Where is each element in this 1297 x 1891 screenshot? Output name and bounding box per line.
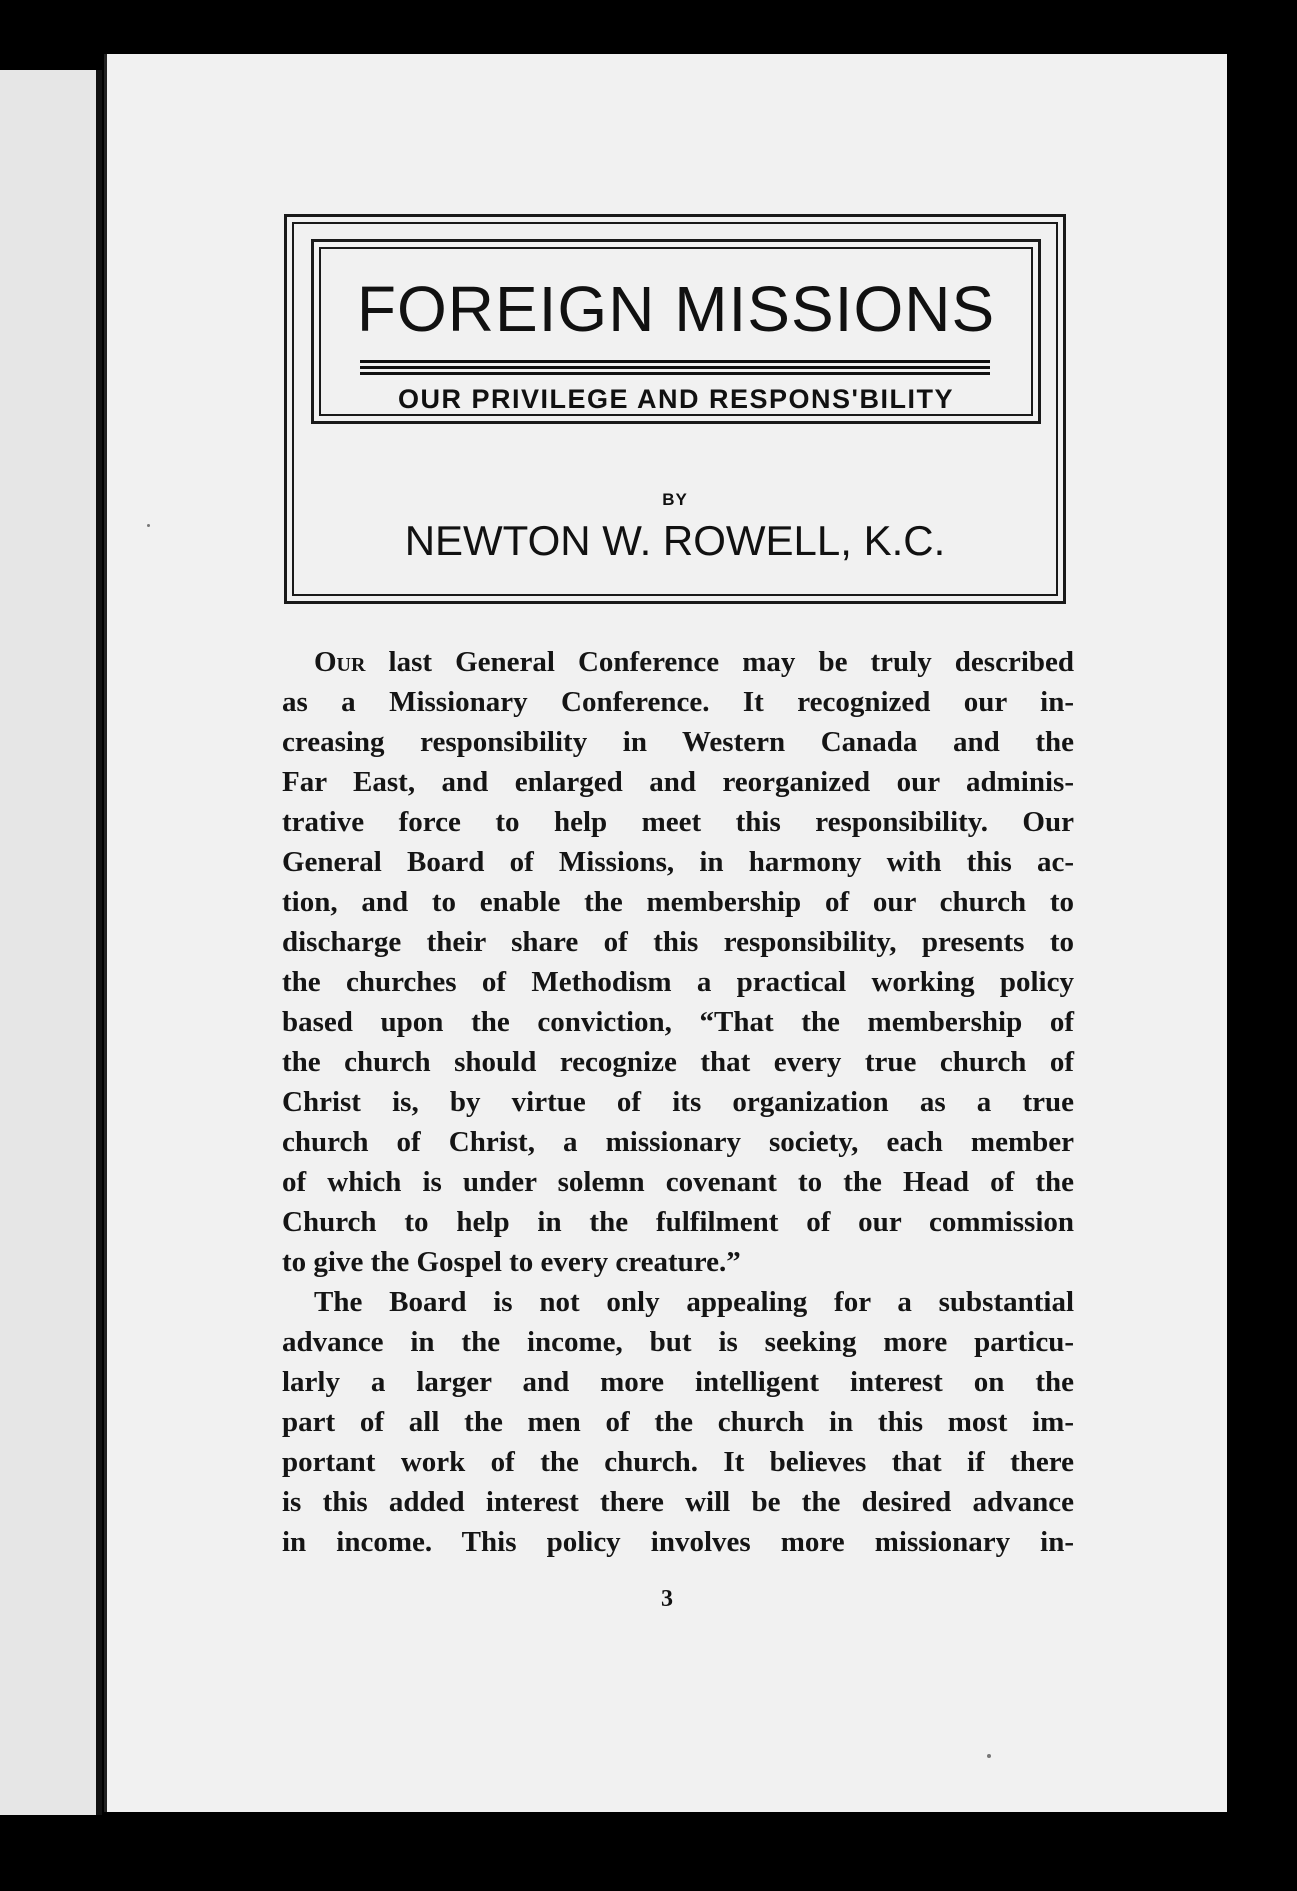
subtitle: OUR PRIVILEGE AND RESPONS'BILITY	[398, 384, 954, 414]
text-line: Our last General Conference may be truly described	[314, 646, 1074, 678]
body-text	[282, 642, 1074, 1562]
page-gutter	[96, 70, 102, 1815]
drop-word: Our	[314, 646, 366, 678]
text-line: creasing responsibility in Western Canada and the	[282, 726, 1074, 758]
text-line: part of all the men of the church in this most im-	[282, 1406, 1074, 1438]
text-line: the churches of Methodism a practical working policy	[282, 966, 1074, 998]
text-line: church of Christ, a missionary society, each member	[282, 1126, 1074, 1158]
text-line: advance in the income, but is seeking more particu-	[282, 1326, 1074, 1358]
text-line: The Board is not only appealing for a substantial	[314, 1286, 1074, 1318]
scan-speck	[987, 1754, 991, 1758]
text-line: General Board of Missions, in harmony with this ac-	[282, 846, 1074, 878]
text-line: the church should recognize that every true church of	[282, 1046, 1074, 1078]
main-title: FOREIGN MISSIONS	[356, 273, 996, 345]
text-line: Christ is, by virtue of its organization as a true	[282, 1086, 1074, 1118]
text-line: trative force to help meet this responsibility. Our	[282, 806, 1074, 838]
text-line: discharge their share of this responsibility, presents to	[282, 926, 1074, 958]
page-number: 3	[661, 1586, 673, 1612]
byline-label: BY	[662, 490, 688, 509]
text-line: to give the Gospel to every creature.”	[282, 1246, 741, 1278]
scan-speck	[147, 524, 150, 527]
text-line: tion, and to enable the membership of our church to	[282, 886, 1074, 918]
text-line: as a Missionary Conference. It recognized our in-	[282, 686, 1074, 718]
text-line: larly a larger and more intelligent interest on the	[282, 1366, 1074, 1398]
text-line: in income. This policy involves more missionary in-	[282, 1526, 1074, 1558]
title-frame	[284, 214, 1066, 604]
title-underline-rules	[360, 360, 990, 378]
text-line: is this added interest there will be the desired advance	[282, 1486, 1074, 1518]
text-line: of which is under solemn covenant to the Head of the	[282, 1166, 1074, 1198]
text-line: Far East, and enlarged and reorganized our adminis-	[282, 766, 1074, 798]
text-line: Church to help in the fulfilment of our commission	[282, 1206, 1074, 1238]
text-line: portant work of the church. It believes that if there	[282, 1446, 1074, 1478]
title-box	[311, 239, 1041, 424]
author-name: NEWTON W. ROWELL, K.C.	[404, 517, 946, 564]
facing-page-edge	[0, 70, 98, 1815]
text-line: based upon the conviction, “That the membership of	[282, 1006, 1074, 1038]
book-page	[104, 54, 1227, 1812]
